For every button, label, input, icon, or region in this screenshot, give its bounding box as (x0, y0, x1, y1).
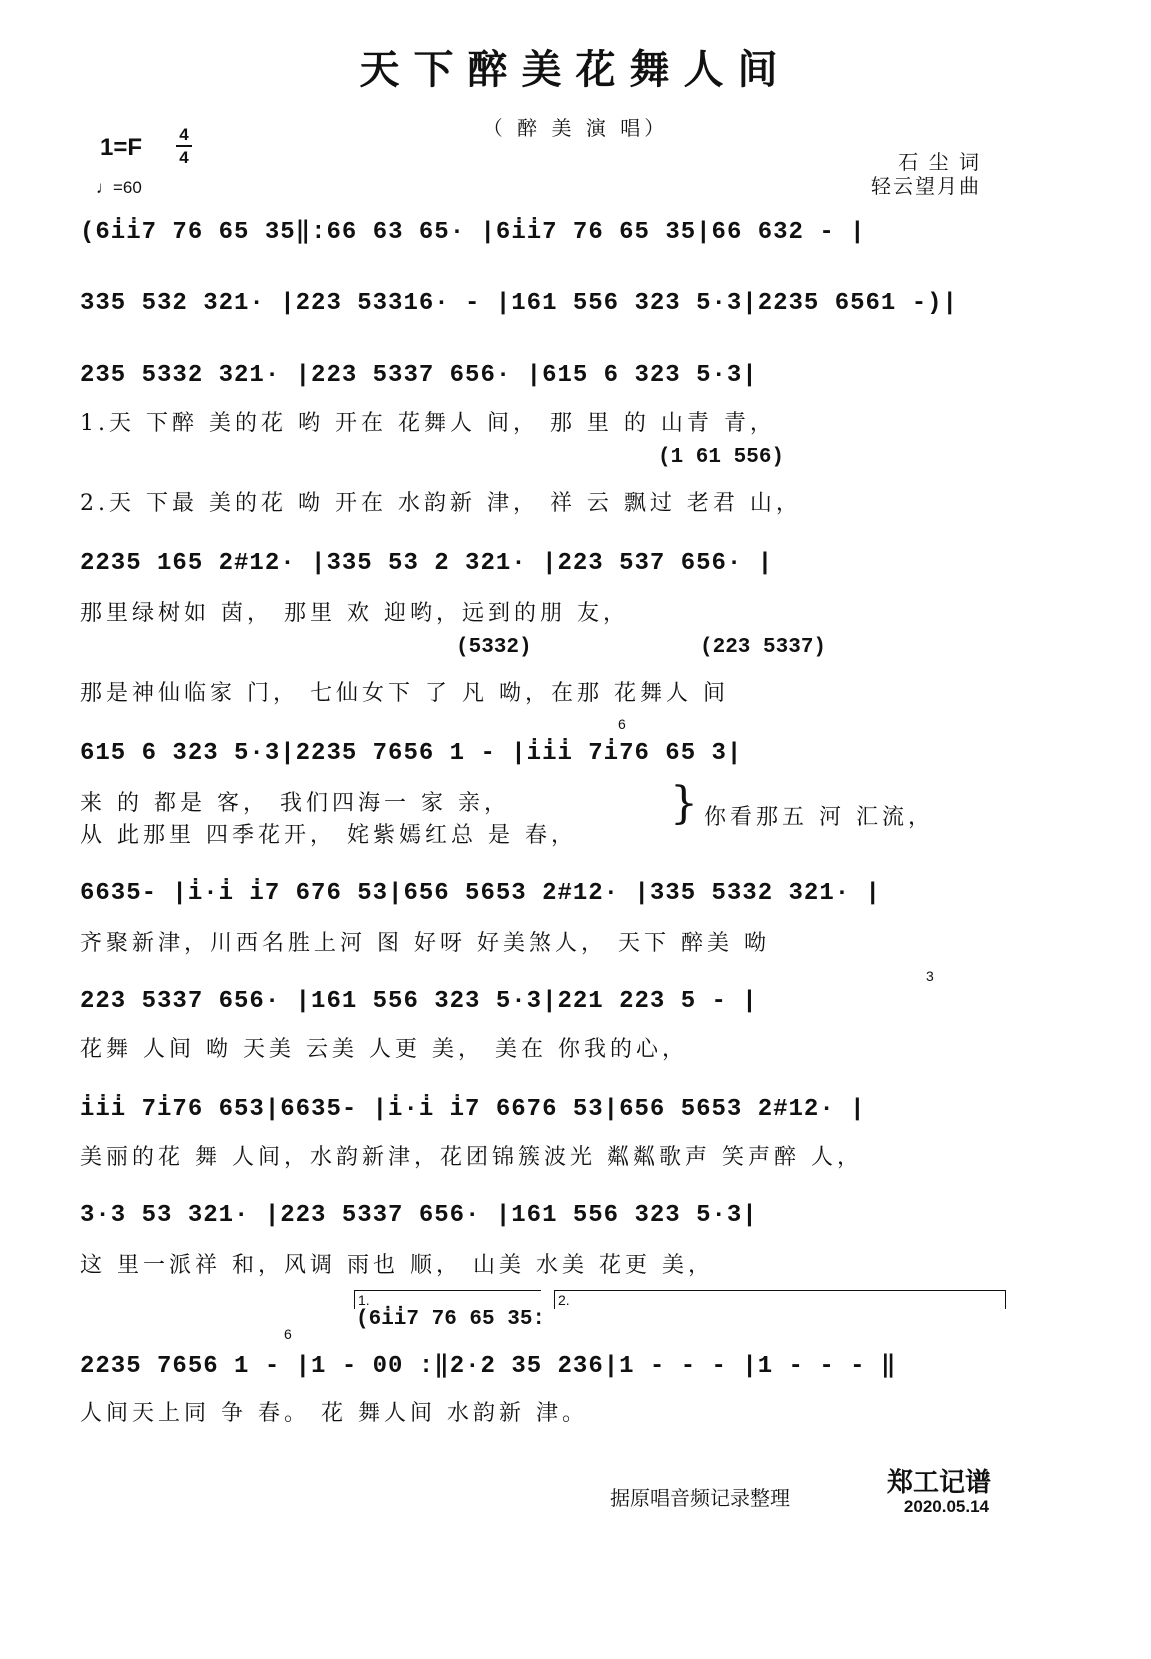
notation-line-8: i̇i̇i̇ 7i̇76 653|6635- |i̇·i̇ i̇7 6676 53|656 5653 2#12· | (80, 1096, 866, 1123)
lyric-line-chorus-c: 美丽的花 舞 人间，水韵新津，花团锦簇波光 粼粼歌声 笑声醉 人， (80, 1145, 863, 1170)
lyric-line-ending: 人间天上同 争 春。 花 舞人间 水韵新 津。 (80, 1401, 588, 1426)
lyric-line-verse1-a: 1.天 下醉 美的花 哟 开在 花舞人 间， 那 里 的 山青 青， (80, 411, 776, 436)
time-signature-top: 4 (179, 125, 189, 144)
singer-credit: （ 醉 美 演 唱） (482, 116, 669, 140)
notation-line-6: 6635- |i̇·i̇ i̇7 676 53|656 5653 2#12· |335 5332 321· | (80, 880, 881, 907)
first-ending-label: 1. (358, 1292, 370, 1308)
source-note: 据原唱音频记录整理 (610, 1486, 790, 1510)
lyric-line-verse1-c: 来 的 都是 客， 我们四海一 家 亲， (80, 791, 510, 816)
notation-line-9: 3·3 53 321· |223 5337 656· |161 556 323 5·3| (80, 1202, 758, 1229)
song-title: 天下醉美花舞人间 (359, 46, 792, 93)
harmony-hint-3: (223 5337) (700, 636, 827, 659)
lyric-line-verse2-b: 那是神仙临家 门， 七仙女下 了 凡 呦，在那 花舞人 间 (80, 681, 729, 706)
lyric-line-chorus-d: 这 里一派祥 和，风调 雨也 顺， 山美 水美 花更 美， (80, 1253, 714, 1278)
notation-line-2: 335 532 321· |223 53316· - |161 556 323 5·3|2235 6561 -)| (80, 290, 958, 317)
lyric-line-chorus-a: 齐聚新津，川西名胜上河 图 好呀 好美煞人， 天下 醉美 呦 (80, 931, 770, 956)
transcriber-signature: 郑工记谱 (886, 1468, 991, 1498)
repeat-hint: (6i̇i̇7 76 65 35: (356, 1308, 546, 1331)
lyric-line-verse2-a: 2.天 下最 美的花 呦 开在 水韵新 津， 祥 云 飘过 老君 山， (80, 491, 802, 516)
notation-line-5: 615 6 323 5·3|2235 7656 1 - |i̇i̇i̇ 7i̇76 65 3| (80, 740, 743, 767)
verse-brace: } (670, 778, 698, 829)
grace-note-3: 6 (284, 1326, 292, 1342)
notation-line-4: 2235 165 2#12· |335 53 2 321· |223 537 656· | (80, 550, 774, 577)
lyric-line-chorus-b: 花舞 人间 呦 天美 云美 人更 美， 美在 你我的心， (80, 1037, 688, 1062)
grace-note-2: 3 (926, 968, 934, 984)
lyricist-credit: 石 尘 词 (898, 150, 981, 174)
second-ending-label: 2. (558, 1292, 570, 1308)
lyric-line-verse1-b: 那里绿树如 茵， 那里 欢 迎哟，远到的朋 友， (80, 601, 629, 626)
time-signature-bottom: 4 (179, 148, 189, 167)
notation-line-3: 235 5332 321· |223 5337 656· |615 6 323 5·3| (80, 362, 758, 389)
lyric-line-verse2-c: 从 此那里 四季花开， 姹紫嫣红总 是 春， (80, 823, 577, 848)
harmony-hint-2: (5332) (456, 636, 532, 659)
key-signature: 1=F (100, 134, 143, 161)
time-signature (176, 126, 192, 166)
notation-line-10: 2235 7656 1 - |1 - 00 :‖2·2 35 236|1 - - - |1 - - - ‖ (80, 1353, 897, 1380)
composer-credit: 轻云望月曲 (871, 174, 981, 198)
notation-line-7: 223 5337 656· |161 556 323 5·3|221 223 5 - | (80, 988, 758, 1015)
harmony-hint-1: (1 61 556) (658, 446, 785, 469)
tempo-marking: ♩=60 (96, 178, 142, 197)
grace-note-1: 6 (618, 716, 626, 732)
first-ending-bracket (354, 1290, 541, 1309)
second-ending-bracket (554, 1290, 1006, 1309)
notation-line-1: (6i̇i̇7 76 65 35‖:66 63 65· |6i̇i̇7 76 65 35|66 632 - | (80, 219, 866, 246)
transcription-date: 2020.05.14 (903, 1497, 989, 1516)
lyric-line-chorus-start: 你看那五 河 汇流， (704, 805, 934, 830)
